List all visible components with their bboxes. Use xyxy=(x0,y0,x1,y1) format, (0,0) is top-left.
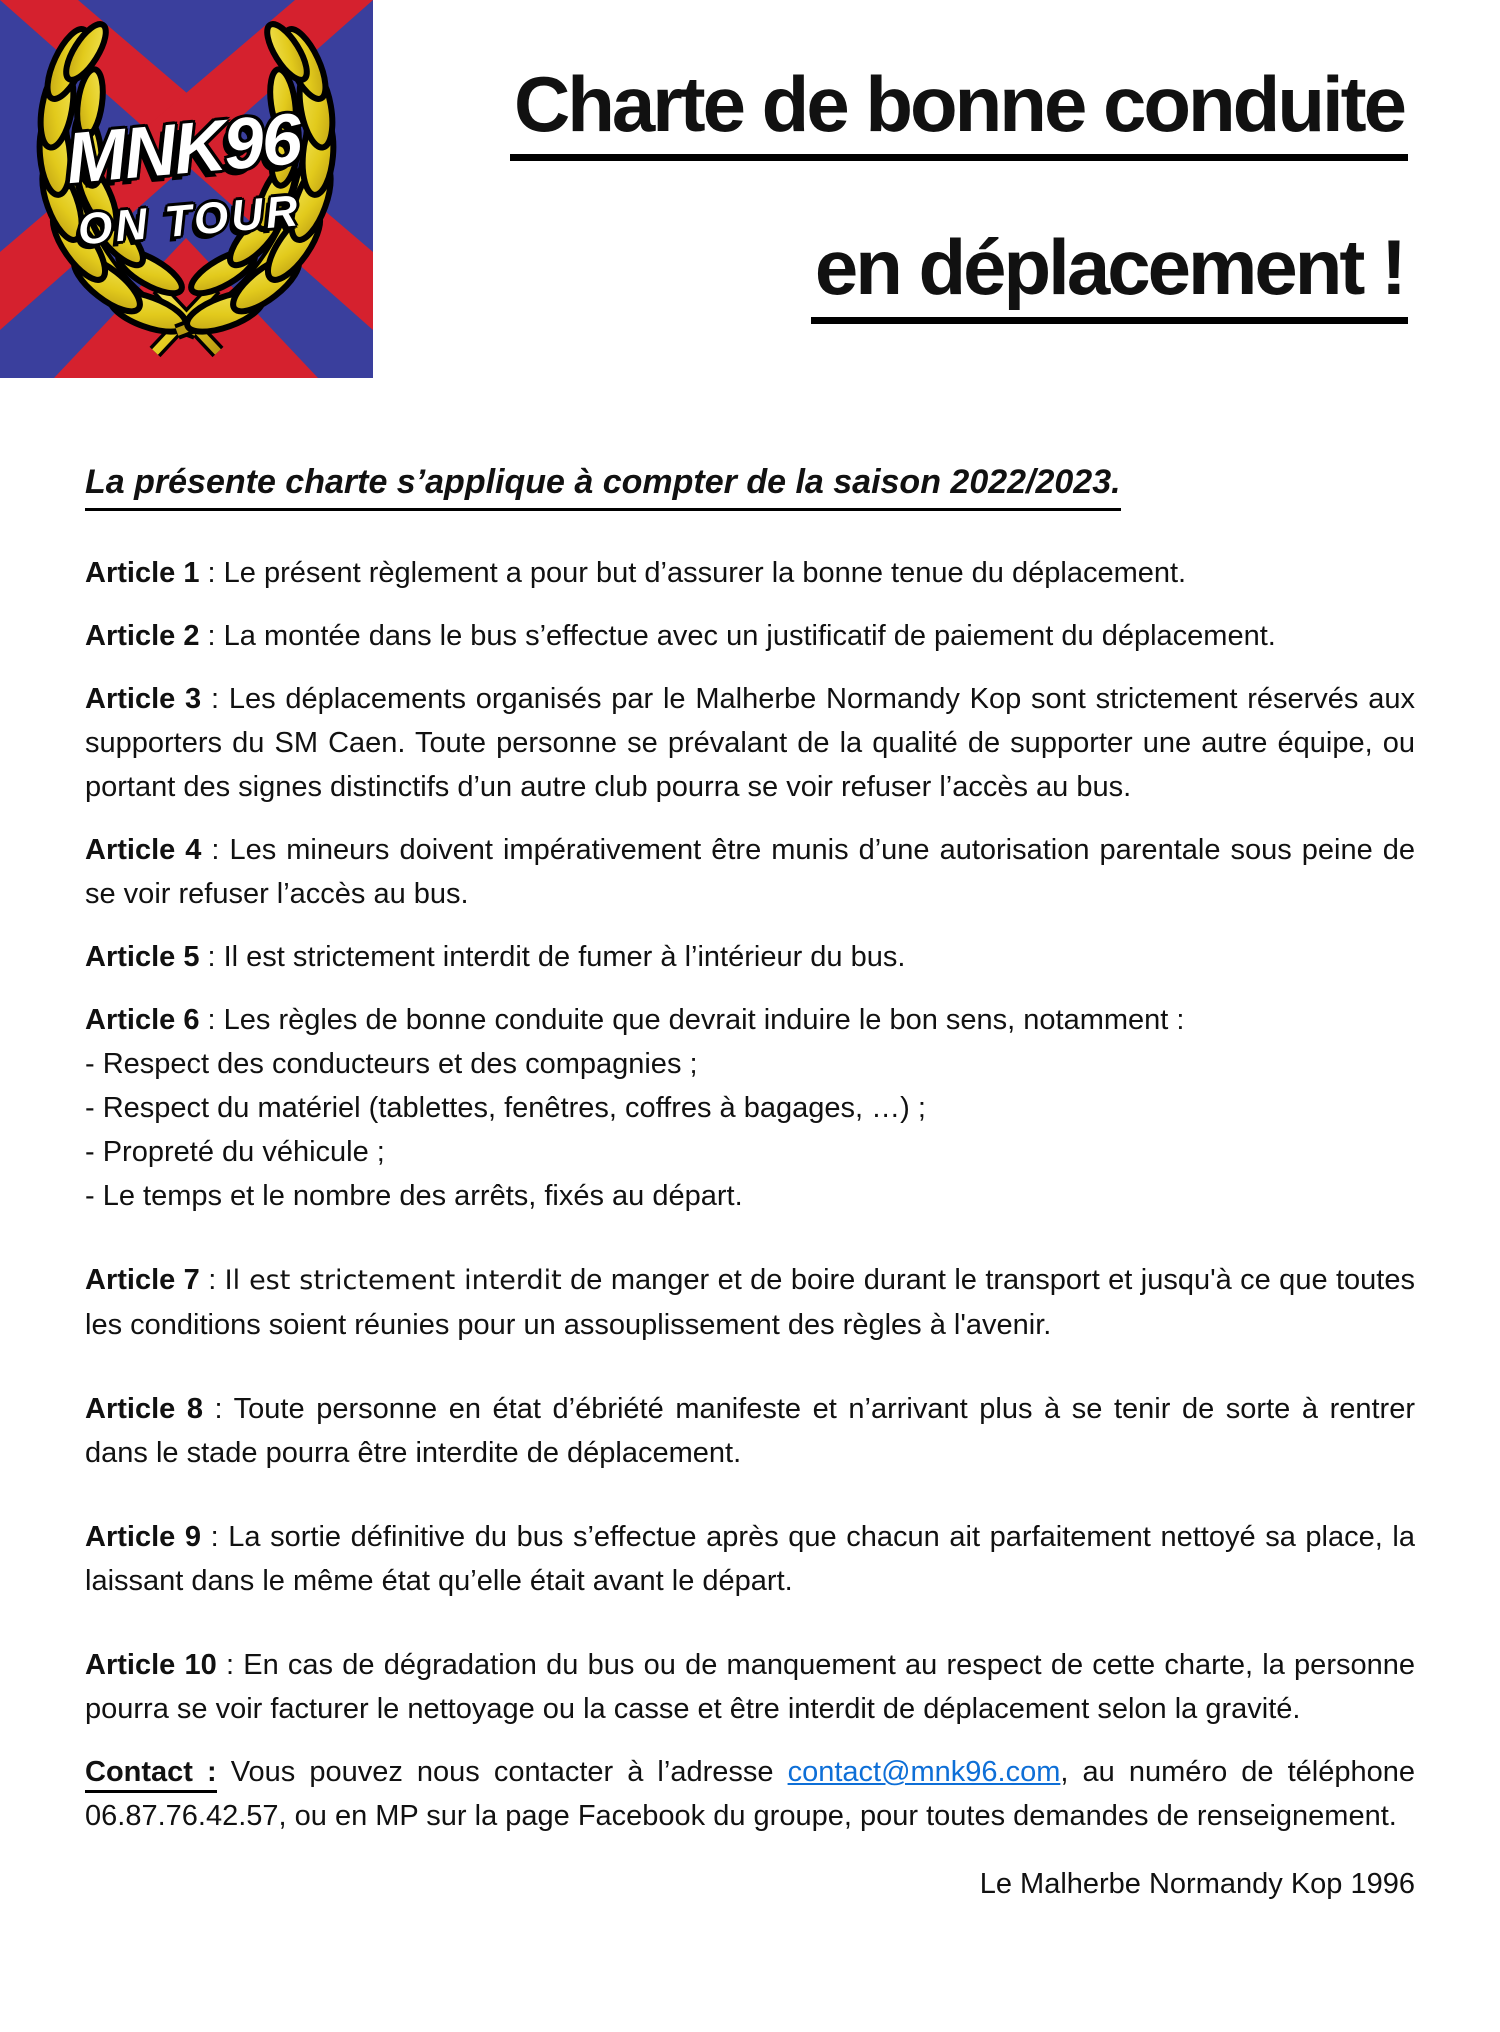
article-4 xyxy=(85,828,1415,916)
club-logo xyxy=(0,0,373,378)
emphasis-text: Il est strictement interdit xyxy=(224,1265,562,1296)
logo-subtitle: ON TOUR xyxy=(75,186,303,255)
article-separator: : xyxy=(199,1264,225,1296)
article-label: Article 9 xyxy=(85,1521,201,1553)
list-item: - Respect du matériel (tablettes, fenêtres, coffres à bagages, …) ; xyxy=(85,1092,926,1124)
article-10 xyxy=(85,1643,1415,1731)
article-label: Article 4 xyxy=(85,834,202,866)
article-2 xyxy=(85,614,1415,658)
article-7 xyxy=(85,1258,1415,1347)
article-text: : La sortie définitive du bus s’effectue après que chacun ait parfaitement nettoyé sa place, la laissant dans le même état qu’elle était avant le départ. xyxy=(85,1521,1415,1597)
list-item: - Propreté du véhicule ; xyxy=(85,1136,385,1168)
article-6 xyxy=(85,998,1415,1218)
article-text: : Le présent règlement a pour but d’assurer la bonne tenue du déplacement. xyxy=(199,557,1187,589)
footer-signature: Le Malherbe Normandy Kop 1996 xyxy=(979,1868,1415,1900)
article-text: : La montée dans le bus s’effectue avec un justificatif de paiement du déplacement. xyxy=(199,620,1276,652)
intro-heading xyxy=(85,460,1415,511)
intro-heading-text: La présente charte s’applique à compter de la saison 2022/2023. xyxy=(85,460,1121,511)
article-text: : Les mineurs doivent impérativement être munis d’une autorisation parentale sous peine de se voir refuser l’accès au bus. xyxy=(85,834,1415,910)
article-text: : Les déplacements organisés par le Malherbe Normandy Kop sont strictement réservés aux supporters du SM Caen. Toute personne se prévalant de la qualité de supporter une autre équipe, ou portant des signes distinctifs d’un autre club pourra se voir refuser l’accès au bus. xyxy=(85,683,1415,803)
article-text: : Les règles de bonne conduite que devrait induire le bon sens, notamment : xyxy=(199,1004,1185,1036)
logo-title: MNK96 xyxy=(62,99,304,200)
article-1 xyxy=(85,551,1415,595)
article-5 xyxy=(85,935,1415,979)
article-text: : Il est strictement interdit de fumer à l’intérieur du bus. xyxy=(199,941,906,973)
document-header xyxy=(0,0,1500,378)
contact-paragraph xyxy=(85,1750,1415,1838)
list-item: - Le temps et le nombre des arrêts, fixés au départ. xyxy=(85,1180,743,1212)
contact-email-link[interactable]: contact@mnk96.com xyxy=(787,1756,1061,1788)
contact-text-after-link: , au numéro de téléphone 06.87.76.42.57, ou en MP sur la page Facebook du groupe, pour toutes demandes de renseignement. xyxy=(85,1756,1415,1832)
page-title-text-2: en déplacement ! xyxy=(811,225,1408,324)
article-8 xyxy=(85,1387,1415,1475)
article-text: : Toute personne en état d’ébriété manifeste et n’arrivant plus à se tenir de sorte à rentrer dans le stade pourra être interdite de déplacement. xyxy=(85,1393,1415,1469)
article-text: de manger et de boire durant le transport et jusqu'à ce que toutes les conditions soient réunies pour un assouplissement des règles à l'avenir. xyxy=(85,1264,1415,1341)
article-label: Article 6 xyxy=(85,1004,200,1036)
article-label: Article 10 xyxy=(85,1649,217,1681)
article-label: Article 3 xyxy=(85,683,202,715)
page-title xyxy=(385,62,1408,324)
list-item: - Respect des conducteurs et des compagnies ; xyxy=(85,1048,698,1080)
article-text: : En cas de dégradation du bus ou de manquement au respect de cette charte, la personne pourra se voir facturer le nettoyage ou la casse et être interdit de déplacement selon la gravité. xyxy=(85,1649,1415,1725)
page-title-line-1 xyxy=(385,62,1408,161)
article-label: Article 7 xyxy=(85,1264,200,1296)
article-9 xyxy=(85,1515,1415,1603)
contact-text-before-link: Vous pouvez nous contacter à l’adresse xyxy=(216,1756,788,1788)
page-title-line-2 xyxy=(385,222,1408,324)
article-label: Article 8 xyxy=(85,1393,203,1425)
article-6-list xyxy=(85,1048,926,1212)
article-label: Article 5 xyxy=(85,941,200,973)
article-3 xyxy=(85,677,1415,809)
contact-label: Contact : xyxy=(85,1756,217,1793)
charter-body xyxy=(85,378,1415,1906)
article-label: Article 1 xyxy=(85,557,200,589)
page-title-text-1: Charte de bonne conduite xyxy=(510,62,1408,161)
logo-text xyxy=(0,0,373,378)
article-label: Article 2 xyxy=(85,620,200,652)
